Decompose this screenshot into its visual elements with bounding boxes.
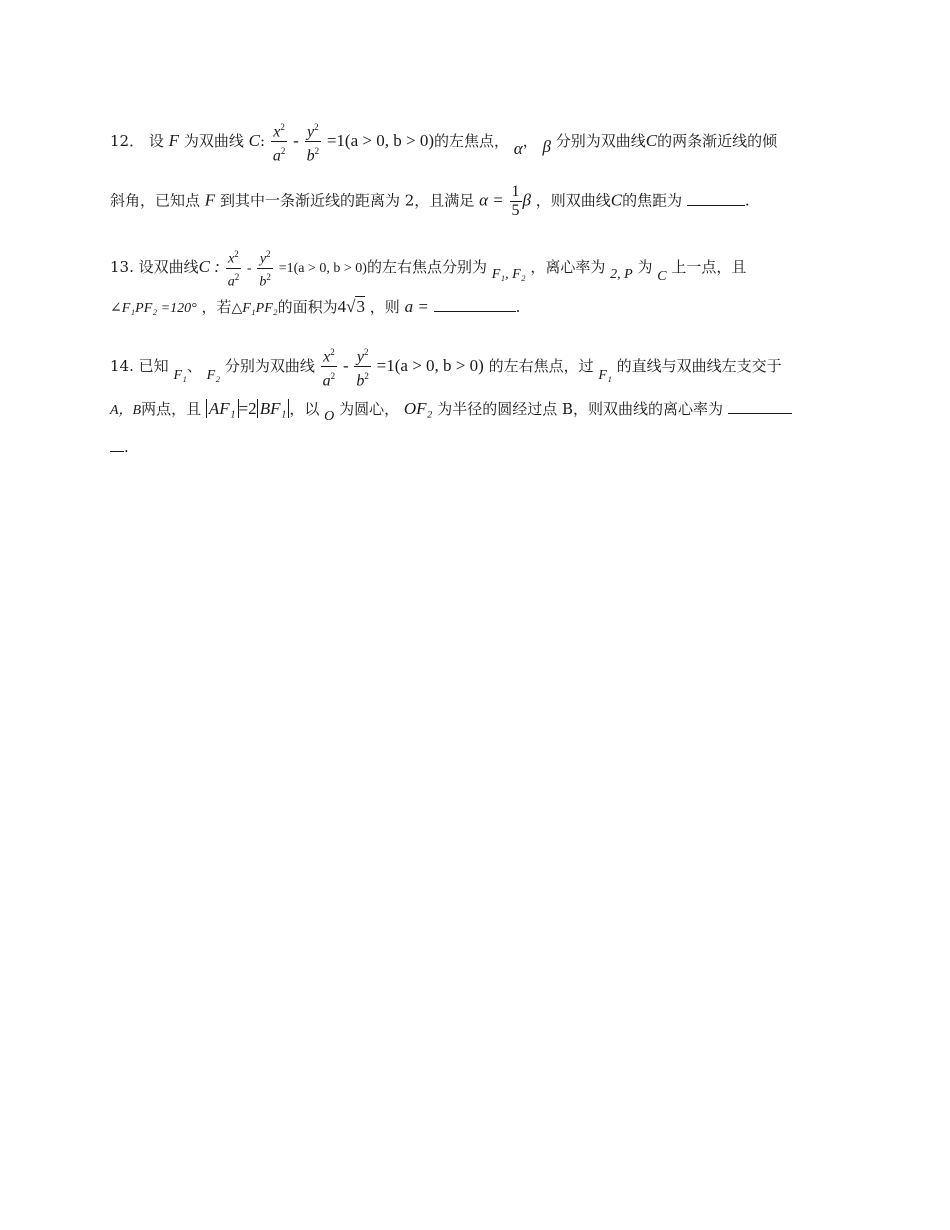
answer-blank[interactable] [434,297,516,312]
fraction-1-5: $\frac{1}{5}$ [511,183,520,219]
fraction-x2-a2: $\frac{x^2}{a^2}$ [227,249,240,290]
equation-condition: =1(a > 0, b > 0) [278,261,367,277]
equation-condition: =1(a > 0, b > 0) [326,130,434,150]
fraction-y2-b2: $\frac{y^2}{b^2}$ [306,122,320,165]
problem-number: 14. [110,356,134,375]
equation-condition: =1(a > 0, b > 0) [376,355,484,375]
fraction-y2-b2: $\frac{y^2}{b^2}$ [259,249,271,290]
fraction-x2-a2: $\frac{x^2}{a^2}$ [272,122,286,165]
answer-blank[interactable] [687,191,745,206]
problem-13-line-1: 13. 设双曲线C : $\frac{x^2}{a^2}$ - $\frac{y^2}{b^2}$ =1(a > 0, b > 0)的左右焦点分别为 F₁, F₂ ，离心率为 2, P 为 C 上一点，且 [110,246,842,290]
fraction-x2-a2: $\frac{x^2}{a^2}$ [322,347,336,390]
problem-number: 12． [110,131,145,150]
fraction-y2-b2: $\frac{y^2}{b^2}$ [356,347,369,390]
answer-blank-continued[interactable] [110,437,124,452]
problem-12-line-2: 斜角，已知点 F 到其中一条渐近线的距离为 2，且满足 α = $\frac{1}{5}$ β ，则双曲线C的焦距为 . [110,183,750,219]
problem-number: 13. [110,258,134,277]
problem-12-line-1: 12． 设 F 为双曲线 C: $\frac{x^2}{a^2}$ - $\frac{y^2}{b^2}$ =1(a > 0, b > 0)的左焦点， α， β 分别为双曲线C的两条渐近线的倾 [110,118,842,166]
answer-blank[interactable] [728,399,792,414]
problem-13-line-2: ∠F₁PF₂ =120° ，若△F₁PF₂的面积为4√3 ，则 a = . [110,297,521,316]
problem-14-line-1: 14. 已知 F₁、 F₂ 分别为双曲线 $\frac{x^2}{a^2}$ - $\frac{y^2}{b^2}$ =1(a > 0, b > 0) 的左右焦点，过 F₁ 的直线与双曲线左支交于 [110,343,842,391]
problem-14-line-3: . [110,437,842,455]
problem-14-line-2: A，B两点，且 AF₁ =2 BF₁ ，以 O 为圆心， OF₂ 为半径的圆经过点 B，则双曲线的离心率为 [110,399,842,418]
